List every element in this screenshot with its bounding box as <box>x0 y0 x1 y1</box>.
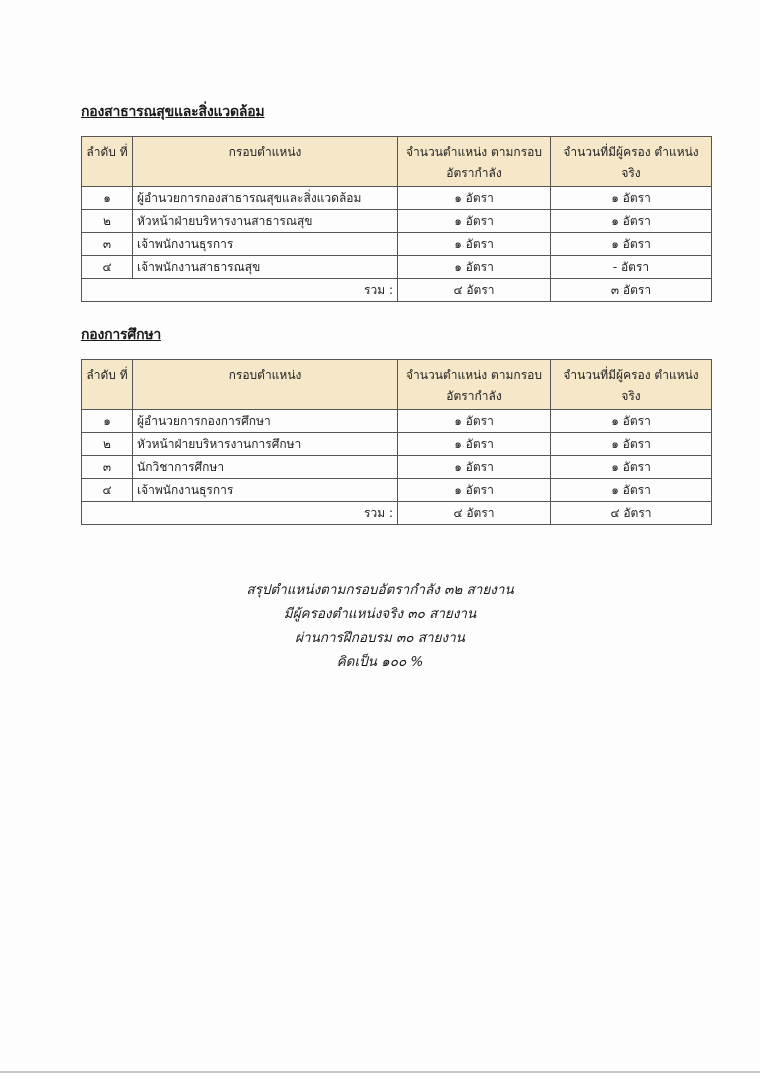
summary-filled-line: มีผู้ครองตำแหน่งจริง ๓๐ สายงาน <box>283 606 477 622</box>
row-position: หัวหน้าฝ่ายบริหารงานการศึกษา <box>133 433 398 456</box>
total-label: รวม : <box>82 502 398 525</box>
row-number: ๔ <box>82 479 133 502</box>
table-row <box>82 233 712 256</box>
summary-block <box>0 578 760 674</box>
summary-percent-line: คิดเป็น ๑๐๐ % <box>336 654 424 670</box>
header-position: กรอบตำแหน่ง <box>133 360 398 410</box>
row-filled: ๑ อัตรา <box>551 233 712 256</box>
table-header-row <box>82 137 712 187</box>
row-filled: ๑ อัตรา <box>551 187 712 210</box>
row-position: เจ้าพนักงานสาธารณสุข <box>133 256 398 279</box>
row-quota: ๑ อัตรา <box>398 210 551 233</box>
section-title-education: กองการศึกษา <box>81 327 162 343</box>
row-number: ๒ <box>82 433 133 456</box>
table-row <box>82 410 712 433</box>
table-total-row <box>82 279 712 302</box>
header-order: ลำดับ ที่ <box>82 137 133 187</box>
row-quota: ๑ อัตรา <box>398 433 551 456</box>
table-header-row <box>82 360 712 410</box>
row-number: ๑ <box>82 187 133 210</box>
row-filled: ๑ อัตรา <box>551 410 712 433</box>
row-quota: ๑ อัตรา <box>398 256 551 279</box>
summary-trained-line: ผ่านการฝึกอบรม ๓๐ สายงาน <box>295 630 465 646</box>
table-row <box>82 187 712 210</box>
total-quota: ๔ อัตรา <box>398 279 551 302</box>
row-filled: - อัตรา <box>551 256 712 279</box>
row-number: ๒ <box>82 210 133 233</box>
header-quota: จำนวนตำแหน่ง ตามกรอบอัตรากำลัง <box>398 360 551 410</box>
row-number: ๓ <box>82 456 133 479</box>
row-position: นักวิชาการศึกษา <box>133 456 398 479</box>
header-position: กรอบตำแหน่ง <box>133 137 398 187</box>
row-filled: ๑ อัตรา <box>551 479 712 502</box>
row-filled: ๑ อัตรา <box>551 210 712 233</box>
table-row <box>82 456 712 479</box>
table-total-row <box>82 502 712 525</box>
positions-table-education <box>81 359 712 525</box>
page-bottom-edge <box>0 1071 760 1073</box>
section-title-health: กองสาธารณสุขและสิ่งแวดล้อม <box>81 104 265 120</box>
total-filled: ๓ อัตรา <box>551 279 712 302</box>
row-position: หัวหน้าฝ่ายบริหารงานสาธารณสุข <box>133 210 398 233</box>
table-row <box>82 210 712 233</box>
row-quota: ๑ อัตรา <box>398 233 551 256</box>
row-quota: ๑ อัตรา <box>398 456 551 479</box>
row-number: ๓ <box>82 233 133 256</box>
total-label: รวม : <box>82 279 398 302</box>
positions-table-health <box>81 136 712 302</box>
row-quota: ๑ อัตรา <box>398 479 551 502</box>
row-filled: ๑ อัตรา <box>551 456 712 479</box>
header-order: ลำดับ ที่ <box>82 360 133 410</box>
row-quota: ๑ อัตรา <box>398 410 551 433</box>
row-position: เจ้าพนักงานธุรการ <box>133 233 398 256</box>
table-row <box>82 256 712 279</box>
row-position: ผู้อำนวยการกองสาธารณสุขและสิ่งแวดล้อม <box>133 187 398 210</box>
row-number: ๔ <box>82 256 133 279</box>
table-row <box>82 479 712 502</box>
total-quota: ๔ อัตรา <box>398 502 551 525</box>
row-number: ๑ <box>82 410 133 433</box>
summary-total-line: สรุปตำแหน่งตามกรอบอัตรากำลัง ๓๒ สายงาน <box>246 582 514 598</box>
table-row <box>82 433 712 456</box>
row-filled: ๑ อัตรา <box>551 433 712 456</box>
header-quota: จำนวนตำแหน่ง ตามกรอบอัตรากำลัง <box>398 137 551 187</box>
total-filled: ๔ อัตรา <box>551 502 712 525</box>
header-filled: จำนวนที่มีผู้ครอง ตำแหน่งจริง <box>551 360 712 410</box>
header-filled: จำนวนที่มีผู้ครอง ตำแหน่งจริง <box>551 137 712 187</box>
row-quota: ๑ อัตรา <box>398 187 551 210</box>
row-position: เจ้าพนักงานธุรการ <box>133 479 398 502</box>
row-position: ผู้อำนวยการกองการศึกษา <box>133 410 398 433</box>
